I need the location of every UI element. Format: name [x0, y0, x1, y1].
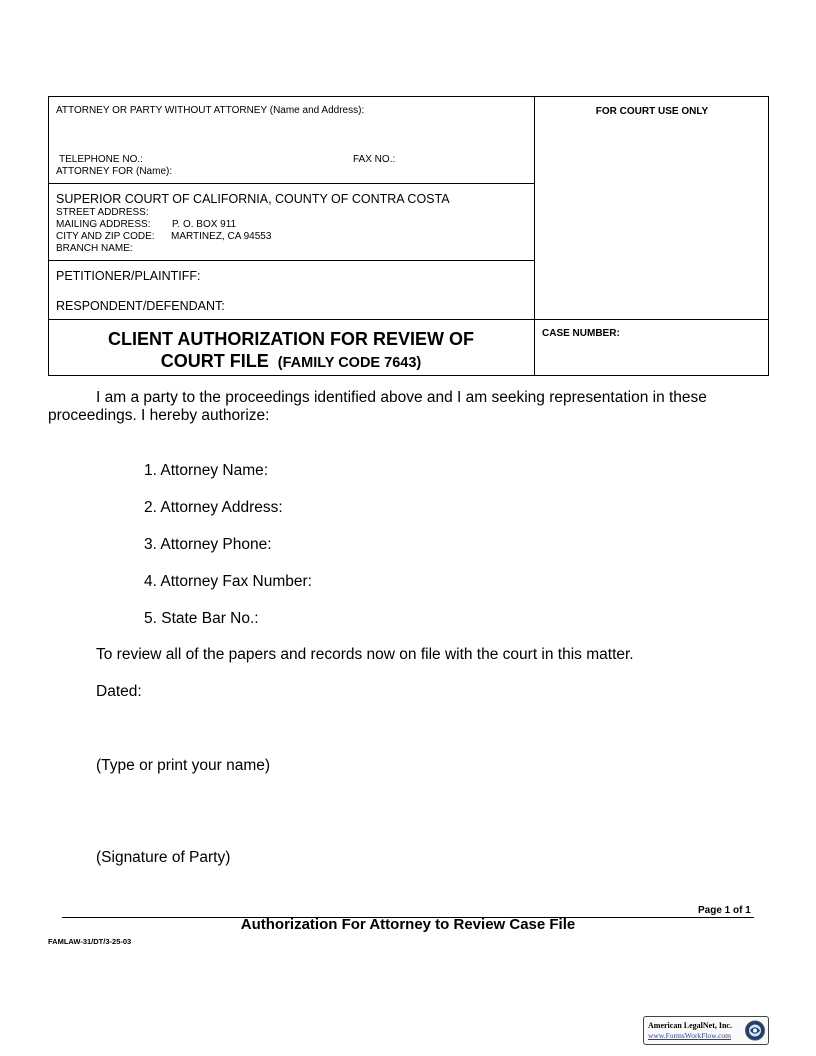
- globe-icon: [744, 1019, 766, 1042]
- legalnet-logo: [643, 1016, 769, 1045]
- logo-line1: American LegalNet, Inc.: [648, 1021, 732, 1030]
- attorney-for-label: ATTORNEY FOR (Name):: [56, 166, 173, 177]
- respondent-label: RESPONDENT/DEFENDANT:: [56, 299, 225, 313]
- print-name-label: (Type or print your name): [96, 757, 271, 774]
- item-attorney-address: 2. Attorney Address:: [144, 499, 283, 516]
- page-number: Page 1 of 1: [698, 905, 751, 916]
- logo-line2: www.FormsWorkFlow.com: [648, 1031, 732, 1040]
- petitioner-label: PETITIONER/PLAINTIFF:: [56, 269, 201, 283]
- intro-line1: I am a party to the proceedings identified above and I am seeking representation in these: [96, 389, 707, 406]
- form-title-line1: CLIENT AUTHORIZATION FOR REVIEW OF: [108, 329, 474, 349]
- form-id: FAMLAW-31/DT/3-25-03: [48, 937, 132, 946]
- branch-name-label: BRANCH NAME:: [56, 243, 133, 254]
- intro-line2: proceedings. I hereby authorize:: [48, 407, 270, 424]
- form-title-court-file: COURT FILE: [160, 351, 269, 371]
- city-zip-value: MARTINEZ, CA 94553: [171, 231, 272, 242]
- city-zip-label: CITY AND ZIP CODE:: [56, 231, 155, 242]
- dated-label: Dated:: [96, 683, 142, 700]
- item-attorney-name: 1. Attorney Name:: [144, 462, 269, 479]
- caption-divider-title: [48, 319, 769, 320]
- review-statement: To review all of the papers and records now on file with the court in this matter.: [96, 646, 634, 663]
- signature-label: (Signature of Party): [96, 849, 231, 866]
- fax-label: FAX NO.:: [353, 154, 396, 165]
- telephone-label: TELEPHONE NO.:: [59, 154, 143, 165]
- mailing-address-label: MAILING ADDRESS:: [56, 219, 151, 230]
- item-attorney-fax: 4. Attorney Fax Number:: [144, 573, 312, 590]
- case-number-label: CASE NUMBER:: [542, 328, 620, 339]
- mailing-address-value: P. O. BOX 911: [172, 219, 237, 230]
- caption-divider-court: [48, 260, 534, 261]
- form-title-code: (FAMILY CODE 7643): [277, 355, 422, 371]
- item-state-bar: 5. State Bar No.:: [144, 610, 259, 627]
- court-use-label: FOR COURT USE ONLY: [595, 106, 709, 117]
- caption-divider-vertical: [534, 96, 535, 376]
- footer-title: Authorization For Attorney to Review Case File: [240, 916, 576, 933]
- item-attorney-phone: 3. Attorney Phone:: [144, 536, 272, 553]
- caption-divider-attorney: [48, 183, 534, 184]
- court-name: SUPERIOR COURT OF CALIFORNIA, COUNTY OF CONTRA COSTA: [56, 192, 450, 206]
- attorney-label: ATTORNEY OR PARTY WITHOUT ATTORNEY (Name and Address):: [56, 105, 365, 116]
- street-address-label: STREET ADDRESS:: [56, 207, 149, 218]
- form-title-line2: [48, 350, 534, 374]
